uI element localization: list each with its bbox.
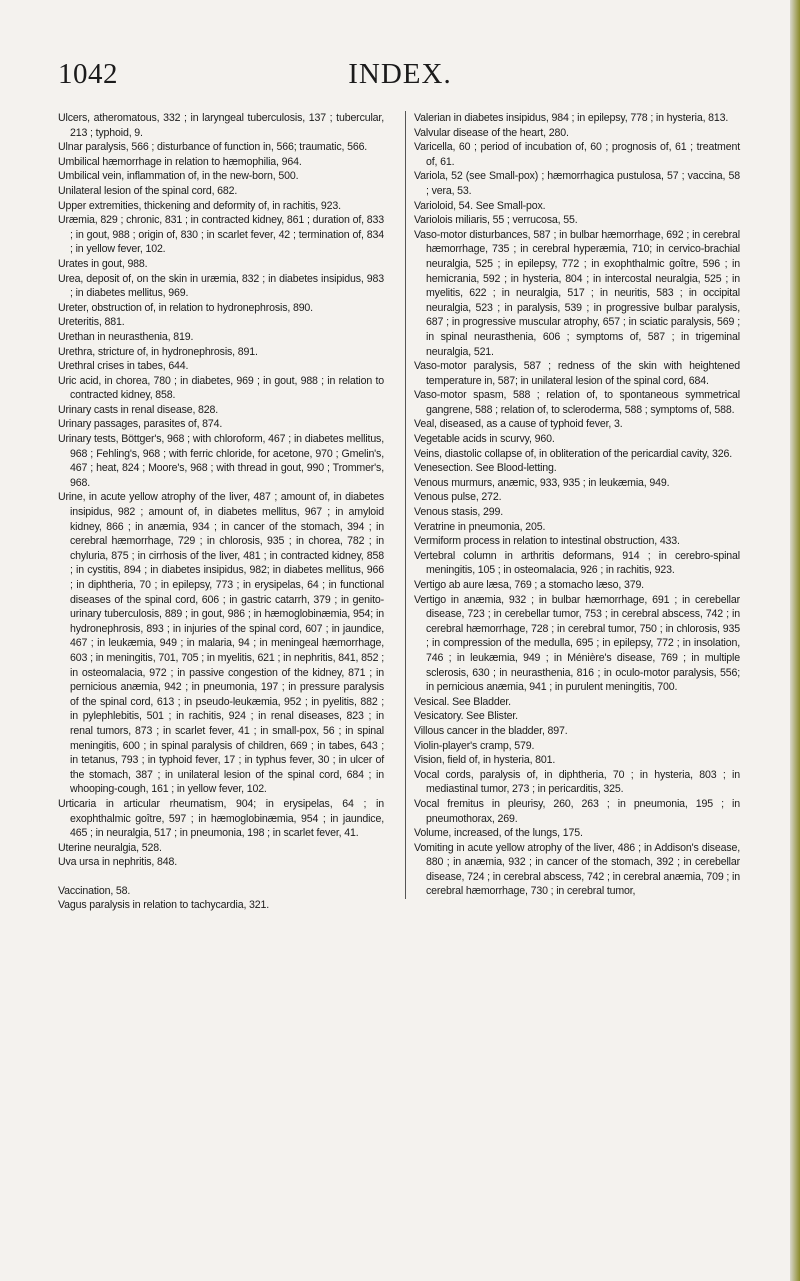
index-entry: Umbilical vein, inflammation of, in the new-born, 500. xyxy=(58,170,299,183)
index-entry: Vocal fremitus in pleurisy, 260, 263 ; in pneumonia, 195 ; in pneumothorax, 269. xyxy=(414,797,740,825)
index-entry: Ulcers, atheromatous, 332 ; in laryngeal tuberculosis, 137 ; tubercular, 213 ; typhoid, 9. xyxy=(58,112,384,139)
index-entry: Ureter, obstruction of, in relation to hydronephrosis, 890. xyxy=(58,301,313,314)
index-entry: Upper extremities, thickening and deformity of, in rachitis, 923. xyxy=(58,199,341,212)
index-entry: Valerian in diabetes insipidus, 984 ; in epilepsy, 778 ; in hysteria, 813. xyxy=(414,112,729,124)
index-entry: Uric acid, in chorea, 780 ; in diabetes, 969 ; in gout, 988 ; in relation to contracted kidney, 858. xyxy=(58,374,384,402)
index-entry: Urinary casts in renal disease, 828. xyxy=(58,403,219,416)
index-entry: Uva ursa in nephritis, 848. xyxy=(58,856,178,869)
index-entry: Urine, in acute yellow atrophy of the liver, 487 ; amount of, in diabetes insipidus, 982 ; amount of, in diabetes mellitus, 967 ; in amyloid kidney, 866 ; in anæmia, 934 ; in cancer of the stomach, 394 ; in cerebral hæmorrhage, 729 ; in chlorosis, 935 ; in chorea, 782 ; in chyluria, 875 ; in cirrhosis of the liver, 481 ; in contracted kidney, 858 ; in cystitis, 894 ; in diabetes insipidus, 982; in diabetes mellitus, 966 ; in diphtheria, 70 ; in epilepsy, 773 ; in erysipelas, 64 ; in functional diseases of the spinal cord, 606 ; in gastric catarrh, 379 ; in genito-urinary tuberculosis, 889 ; in gout, 986 ; in hæmoglobinæmia, 954; in hydronephrosis, 893 ; in injuries of the spinal cord, 607 ; in jaundice, 467 ; in leukæmia, 949 ; in malaria, 94 ; in meningeal hæmorrhage, 603 ; in meningitis, 701, 705 ; in myelitis, 621 ; in nephritis, 841, 852 ; in osteomalacia, 972 ; in passive congestion of the kidney, 871 ; in pernicious anæmia, 942 ; in pneumonia, 197 ; in pressure paralysis of the spinal cord, 613 ; in pseudo-leukæmia, 952 ; in pyelitis, 882 ; in pylephlebitis, 501 ; in rachitis, 924 ; in renal diseases, 823 ; in renal tumors, 873 ; in scarlet fever, 41 ; in small-pox, 56 ; in spinal meningitis, 600 ; in spinal paralysis of children, 669 ; in tabes, 643 ; in tetanus, 793 ; in typhoid fever, 17 ; in typhus fever, 30 ; in ulcer of the stomach, 387 ; in unilateral lesion of the spinal cord, 684 ; in whooping-cough, 161 ; in yellow fever, 102. xyxy=(58,491,384,796)
index-entry: Villous cancer in the bladder, 897. xyxy=(414,724,568,737)
index-entry: Venous murmurs, anæmic, 933, 935 ; in leukæmia, 949. xyxy=(414,476,670,489)
index-entry: Vaccination, 58. xyxy=(58,884,131,897)
index-entry: Unilateral lesion of the spinal cord, 682. xyxy=(58,184,238,197)
section-gap xyxy=(58,870,384,884)
index-column-left xyxy=(58,111,384,913)
index-entry: Venous stasis, 299. xyxy=(414,506,504,519)
index-entry: Ulnar paralysis, 566 ; disturbance of function in, 566; traumatic, 566. xyxy=(58,141,368,154)
index-entry: Vegetable acids in scurvy, 960. xyxy=(414,433,555,446)
index-entry: Vomiting in acute yellow atrophy of the liver, 486 ; in Addison's disease, 880 ; in anæmia, 932 ; in cancer of the stomach, 392 ; in cerebellar disease, 724 ; in cerebral abscess, 742 ; in cerebral anæmia, 709 ; in cerebral hæmorrhage, 730 ; in cerebral tumor, xyxy=(414,841,740,898)
index-entry: Variola, 52 (see Small-pox) ; hæmorrhagica pustulosa, 57 ; vaccina, 58 ; vera, 53. xyxy=(414,170,740,197)
index-entry: Veins, diastolic collapse of, in obliteration of the pericardial cavity, 326. xyxy=(414,447,733,460)
index-entry: Veal, diseased, as a cause of typhoid fever, 3. xyxy=(414,418,623,431)
index-entry: Urinary tests, Böttger's, 968 ; with chloroform, 467 ; in diabetes mellitus, 968 ; Fehling's, 968 ; with ferric chloride, for acetone, 970 ; Gmelin's, 467 ; heat, 824 ; Moore's, 968 ; with thread in gout, 990 ; Trommer's, 968. xyxy=(58,433,384,489)
index-entry: Urethan in neurasthenia, 819. xyxy=(58,330,194,343)
index-entry: Vertebral column in arthritis deformans, 914 ; in cerebro-spinal meningitis, 105 ; in osteomalacia, 926 ; in rachitis, 923. xyxy=(414,549,740,577)
index-entry: Variolois miliaris, 55 ; verrucosa, 55. xyxy=(414,214,578,227)
index-entry: Vision, field of, in hysteria, 801. xyxy=(414,754,556,767)
index-entry: Varioloid, 54. See Small-pox. xyxy=(414,199,546,212)
index-entry: Uræmia, 829 ; chronic, 831 ; in contracted kidney, 861 ; duration of, 833 ; in gout, 988 ; origin of, 830 ; in scarlet fever, 42 ; termination of, 834 ; in yellow fever, 102. xyxy=(58,214,384,256)
index-entry: Venous pulse, 272. xyxy=(414,491,502,504)
running-head: INDEX. xyxy=(348,58,452,90)
index-entry: Urinary passages, parasites of, 874. xyxy=(58,418,223,431)
index-entry: Vaso-motor disturbances, 587 ; in bulbar hæmorrhage, 692 ; in cerebral hæmorrhage, 735 ; in cerebral hyperæmia, 710; in cervico-brachial neuralgia, 525 ; in epilepsy, 772 ; in exophthalmic goître, 596 ; in hemicrania, 592 ; in hysteria, 804 ; in intercostal neuralgia, 525 ; in myelitis, 622 ; in neuralgia, 517 ; in neuritis, 583 ; in occipital neuralgia, 523 ; in paralysis, 539 ; in progressive bulbar paralysis, 687 ; in progressive muscular atrophy, 657 ; in sciatic paralysis, 569 ; in spinal neurasthenia, 606 ; symptoms of, 587 ; in trigeminal neuralgia, 521. xyxy=(414,228,740,358)
index-entry: Urethra, stricture of, in hydronephrosis, 891. xyxy=(58,345,258,358)
index-entry: Uterine neuralgia, 528. xyxy=(58,841,162,854)
index-entry: Volume, increased, of the lungs, 175. xyxy=(414,827,583,840)
index-entry: Vertigo in anæmia, 932 ; in bulbar hæmorrhage, 691 ; in cerebellar disease, 723 ; in cerebellar tumor, 753 ; in cerebral abscess, 742 ; in cerebral hæmorrhage, 728 ; in cerebral tumor, 750 ; in chlorosis, 935 ; in compression of the medulla, 695 ; in epilepsy, 772 ; in insolation, 746 ; in leukæmia, 949 ; in Ménière's disease, 769 ; in multiple sclerosis, 630 ; in neurasthenia, 816 ; in oculo-motor paralysis, 556; in pernicious anæmia, 941 ; in purulent meningitis, 700. xyxy=(414,593,740,694)
index-column-right xyxy=(405,111,740,899)
index-entry: Vesicatory. See Blister. xyxy=(414,710,518,723)
index-entry: Urea, deposit of, on the skin in uræmia, 832 ; in diabetes insipidus, 983 ; in diabetes mellitus, 969. xyxy=(58,272,384,300)
index-entry: Valvular disease of the heart, 280. xyxy=(414,126,569,139)
index-entry: Violin-player's cramp, 579. xyxy=(414,739,535,752)
index-entry: Varicella, 60 ; period of incubation of, 60 ; prognosis of, 61 ; treatment of, 61. xyxy=(414,141,740,168)
page-number: 1042 xyxy=(58,58,118,90)
index-entry: Urethral crises in tabes, 644. xyxy=(58,360,189,373)
index-entry: Umbilical hæmorrhage in relation to hæmophilia, 964. xyxy=(58,155,302,168)
index-entry: Vesical. See Bladder. xyxy=(414,695,511,708)
index-entry: Vertigo ab aure læsa, 769 ; a stomacho læso, 379. xyxy=(414,579,644,591)
index-entry: Vaso-motor paralysis, 587 ; redness of the skin with heightened temperature in, 587; in unilateral lesion of the spinal cord, 684. xyxy=(414,360,740,387)
index-entry: Urticaria in articular rheumatism, 904; in erysipelas, 64 ; in exophthalmic goître, 597 ; in hæmoglobinæmia, 954 ; in jaundice, 465 ; in neuralgia, 517 ; in pneumonia, 198 ; in scarlet fever, 41. xyxy=(58,797,384,840)
index-entry: Urates in gout, 988. xyxy=(58,257,148,270)
index-entry: Vocal cords, paralysis of, in diphtheria, 70 ; in hysteria, 803 ; in mediastinal tumor, 273 ; in pericarditis, 325. xyxy=(414,768,740,796)
index-entry: Vaso-motor spasm, 588 ; relation of, to spontaneous symmetrical gangrene, 588 ; relation of, to scleroderma, 588 ; symptoms of, 588. xyxy=(414,389,740,416)
page-header xyxy=(0,58,800,98)
index-entry: Venesection. See Blood-letting. xyxy=(414,462,557,475)
index-entry: Vermiform process in relation to intestinal obstruction, 433. xyxy=(414,535,680,548)
page-edge xyxy=(790,0,800,1281)
index-entry: Veratrine in pneumonia, 205. xyxy=(414,520,546,533)
index-entry: Vagus paralysis in relation to tachycardia, 321. xyxy=(58,899,270,912)
index-entry: Ureteritis, 881. xyxy=(58,316,125,329)
